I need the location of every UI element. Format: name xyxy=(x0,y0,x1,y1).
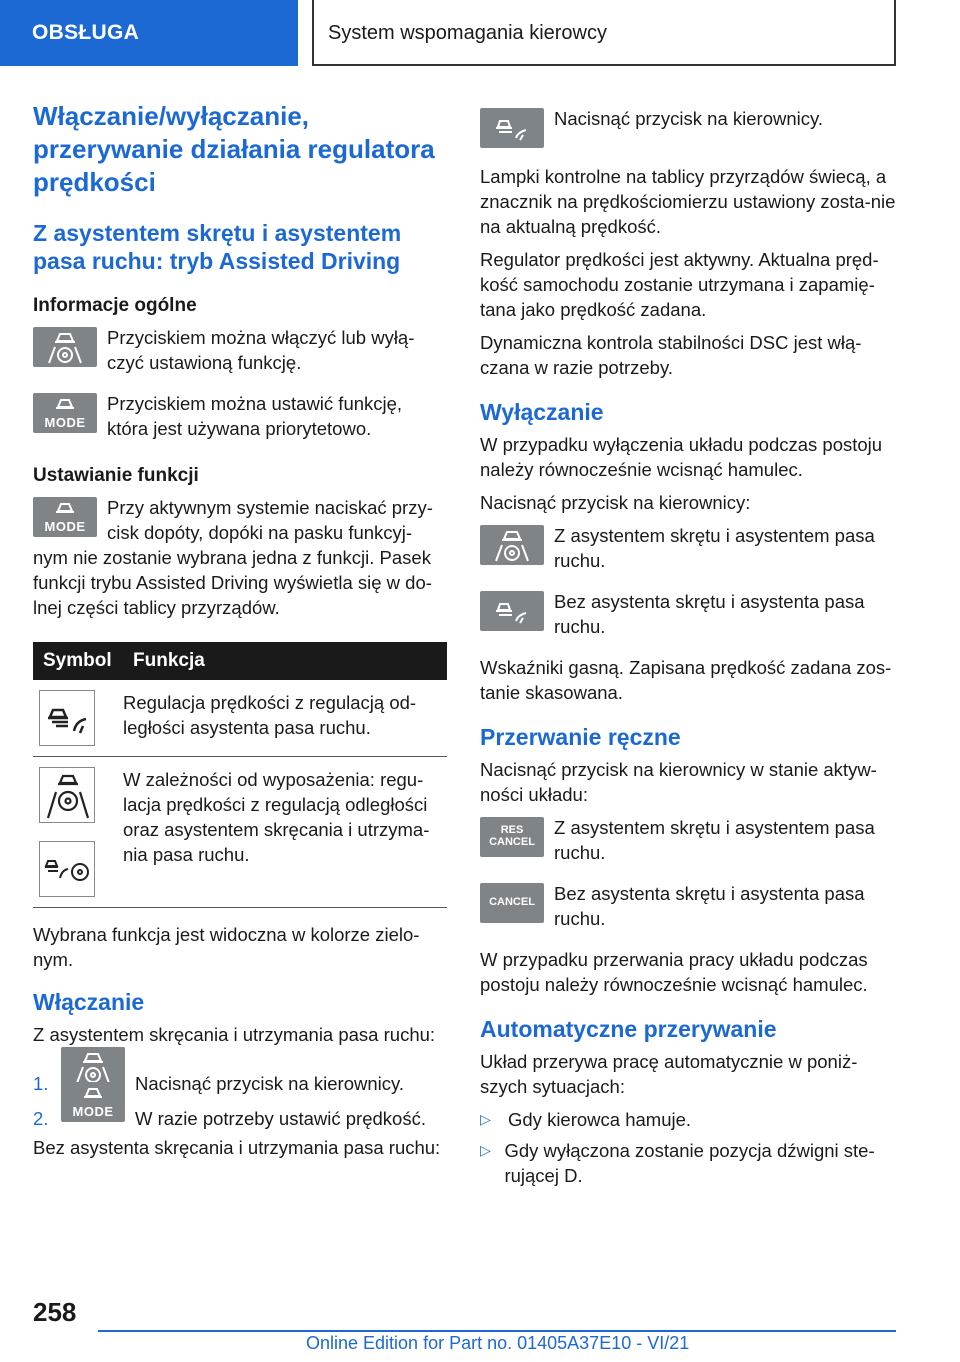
sub-heading: Z asystentem skrętu i asystentem pasa ruchu: tryb Assisted Driving xyxy=(33,220,402,274)
on-heading: Włączanie xyxy=(33,989,145,1015)
press-text: Nacisnąć przycisk na kierownicy. xyxy=(554,108,824,129)
pause-without-text: Bez asystenta skrętu i asystenta pasa ruchu. xyxy=(554,883,865,929)
table-header-symbol: Symbol xyxy=(33,642,123,680)
step-number: 1. xyxy=(33,1073,49,1094)
auto-text: Układ przerywa pracę automatycznie w poniż-szych sytuacjach: xyxy=(480,1051,858,1097)
set-title: Ustawianie funkcji xyxy=(33,465,199,486)
off-text: W przypadku wyłączenia układu podczas postoju należy równocześnie wcisnąć hamulec. xyxy=(480,434,883,480)
selected-note: Wybrana funkcja jest widoczna w kolorze zielo-nym. xyxy=(33,924,420,970)
acc-steering-icon xyxy=(39,841,95,897)
dsc-text: Dynamiczna kontrola stabilności DSC jest włą-czana w razie potrzeby. xyxy=(480,332,862,378)
left-column xyxy=(33,100,447,1168)
right-column xyxy=(480,100,896,1194)
pause-text: Nacisnąć przycisk na kierownicy w stanie aktyw-ności układu: xyxy=(480,759,877,805)
cancel-label: CANCEL xyxy=(489,896,535,908)
off-result-text: Wskaźniki gasną. Zapisana prędkość zadana zos-tanie skasowana. xyxy=(480,657,892,703)
off-with-row xyxy=(480,523,896,573)
pause-without-row xyxy=(480,881,896,931)
off-with-text: Z asystentem skrętu i asystentem pasa ruchu. xyxy=(554,525,875,571)
page-header xyxy=(0,0,960,66)
table-row xyxy=(33,757,447,908)
mode-button-icon xyxy=(61,1082,125,1122)
auto-heading: Automatyczne przerywanie xyxy=(480,1016,777,1042)
res-cancel-button-icon xyxy=(480,817,544,857)
info-title: Informacje ogólne xyxy=(33,295,197,316)
step-1-text: Nacisnąć przycisk na kierownicy. xyxy=(135,1073,405,1094)
list-item xyxy=(480,1107,896,1132)
cancel-label: CANCEL xyxy=(489,836,535,848)
assist-steering-icon xyxy=(39,767,95,823)
bullet-text: Gdy kierowca hamuje. xyxy=(508,1109,692,1130)
mode-label: MODE xyxy=(44,415,86,430)
bullet-text: Gdy wyłączona zostanie pozycja dźwigni ste-rującej D. xyxy=(504,1140,875,1186)
triangle-bullet-icon: ▷ xyxy=(480,1111,491,1127)
acc-button-icon xyxy=(480,591,544,631)
main-heading: Włączanie/wyłączanie, przerywanie działania regulatora prędkości xyxy=(33,101,435,197)
set-paragraph xyxy=(33,495,447,628)
edition-text: Online Edition for Part no. 01405A37E10 - VI/21 xyxy=(306,1333,690,1353)
cancel-button-icon xyxy=(480,883,544,923)
off-heading: Wyłączanie xyxy=(480,399,604,425)
pause-note: W przypadku przerwania pracy układu podczas postoju należy równocześnie wcisnąć hamulec. xyxy=(480,949,868,995)
info-row-2 xyxy=(33,391,447,441)
table-cell-function: W zależności od wyposażenia: regu-lacja prędkości z regulacją odległości oraz asystentem skręcania i utrzyma-nia pasa ruchu. xyxy=(123,757,447,908)
pause-with-row xyxy=(480,815,896,865)
assist-drive-button-icon xyxy=(61,1047,125,1087)
mode-label: MODE xyxy=(72,1104,114,1119)
info-text-1: Przyciskiem można włączyć lub wyłą-czyć ustawioną funkcję. xyxy=(107,327,415,373)
lamps-text: Lampki kontrolne na tablicy przyrządów świecą, a znacznik na prędkościomierzu ustawiony zosta-nie na aktualną prędkość. xyxy=(480,166,896,237)
off-press-text: Nacisnąć przycisk na kierownicy: xyxy=(480,492,751,513)
press-row xyxy=(480,106,896,148)
on-with-text: Z asystentem skręcania i utrzymania pasa ruchu: xyxy=(33,1024,436,1045)
mode-label: MODE xyxy=(44,519,86,534)
set-text: Przy aktywnym systemie naciskać przy-cisk dopóty, dopóki na pasku funkcyj-nym nie zostanie wybrana jedna z funkcji. Pasek funkcji trybu Assisted Driving wyświetla się w do-lnej części tablicy przyrządów. xyxy=(33,497,433,618)
info-text-2: Przyciskiem można ustawić funkcję, która jest używana priorytetowo. xyxy=(107,393,403,439)
active-text: Regulator prędkości jest aktywny. Aktualna pręd-kość samochodu zostanie utrzymana i zapamię-tana jako prędkość zadana. xyxy=(480,249,879,320)
table-cell-function: Regulacja prędkości z regulacją od-ległości asystenta pasa ruchu. xyxy=(123,680,447,757)
function-table xyxy=(33,642,447,908)
step-number: 2. xyxy=(33,1108,49,1129)
footer-divider xyxy=(98,1330,896,1332)
assist-drive-button-icon xyxy=(33,327,97,367)
info-row-1 xyxy=(33,325,447,375)
table-row xyxy=(33,680,447,757)
off-without-row xyxy=(480,589,896,639)
triangle-bullet-icon: ▷ xyxy=(480,1142,491,1158)
off-without-text: Bez asystenta skrętu i asystenta pasa ruchu. xyxy=(554,591,865,637)
list-item xyxy=(480,1138,896,1188)
pause-with-text: Z asystentem skrętu i asystentem pasa ruchu. xyxy=(554,817,875,863)
chapter-title: System wspomagania kierowcy xyxy=(312,0,896,66)
assist-drive-button-icon xyxy=(480,525,544,565)
acc-lane-icon xyxy=(39,690,95,746)
step-2-text: W razie potrzeby ustawić prędkość. xyxy=(135,1108,426,1129)
section-tab: OBSŁUGA xyxy=(0,0,298,66)
mode-button-icon xyxy=(33,497,97,537)
res-label: RES xyxy=(500,824,524,836)
page-number: 258 xyxy=(33,1297,77,1327)
step-2 xyxy=(33,1082,447,1131)
mode-button-icon xyxy=(33,393,97,433)
pause-heading: Przerwanie ręczne xyxy=(480,724,681,750)
on-without-text: Bez asystenta skręcania i utrzymania pasa ruchu: xyxy=(33,1137,441,1158)
table-header-function: Funkcja xyxy=(123,642,447,680)
acc-button-icon xyxy=(480,108,544,148)
